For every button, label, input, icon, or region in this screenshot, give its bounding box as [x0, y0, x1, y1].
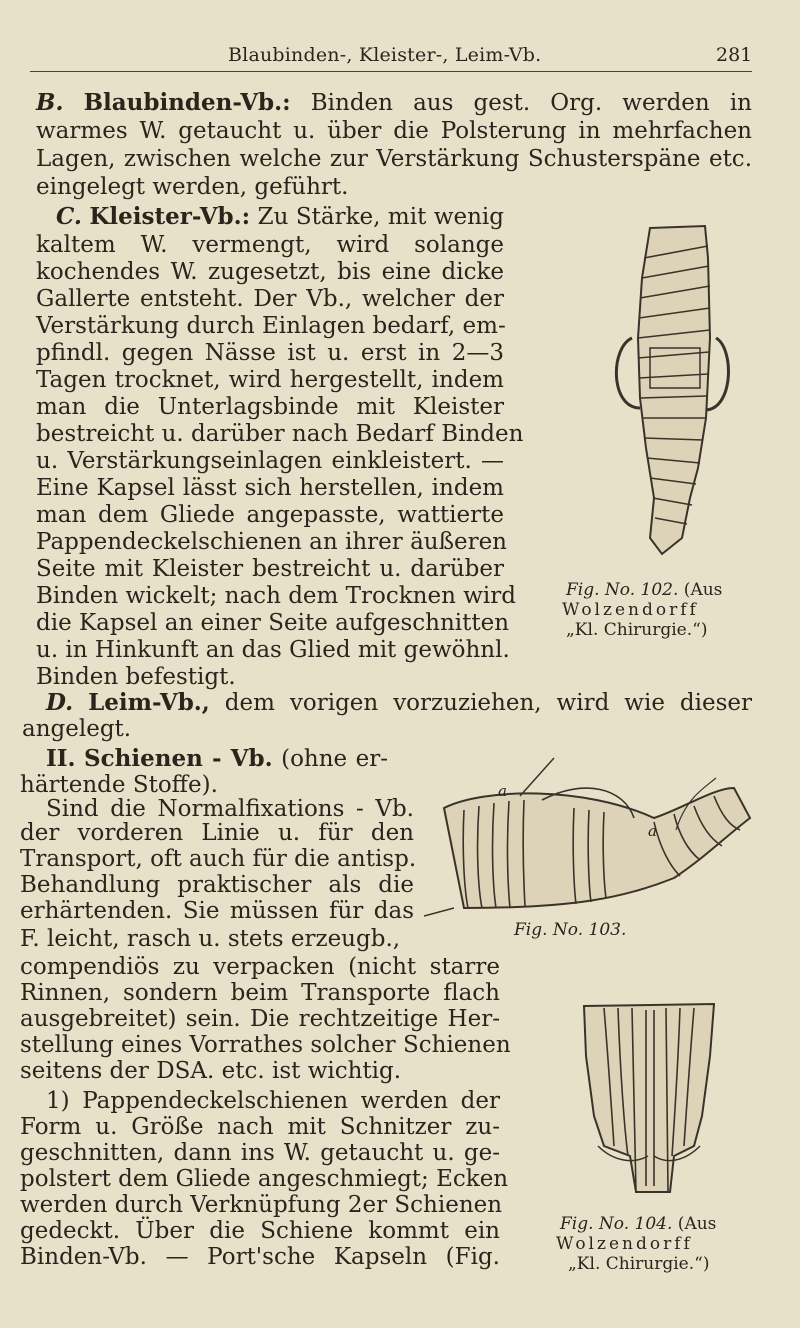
header-rule	[30, 71, 752, 72]
section-ii-line-1: II. Schienen - Vb. (ohne er-	[46, 745, 389, 772]
section-c-line-7: Tagen trocknet, wird hergestellt, indem	[36, 367, 504, 393]
section-ii-line-4: der vorderen Linie u. für den	[20, 820, 414, 846]
section-ii-line-11: ausgebreitet) sein. Die rechtzeitige Her-	[20, 1006, 500, 1032]
section-c-line-11: Eine Kapsel lässt sich herstellen, indem	[36, 475, 504, 501]
section-b-line-1: B. Blaubinden-Vb.: Binden aus gest. Org. werden in	[36, 89, 752, 116]
section-c-line-12: man dem Gliede angepasste, wattierte	[36, 502, 504, 528]
item-1-line-2: Form u. Größe nach mit Schnitzer zu-	[20, 1114, 500, 1140]
section-b-line-4: eingelegt werden, geführt.	[36, 174, 349, 200]
section-b-heading: Blaubinden-Vb.:	[83, 89, 291, 116]
fig-102-label: Fig. No. 102.	[566, 580, 679, 600]
item-1-line-6: gedeckt. Über die Schiene kommt ein	[20, 1218, 500, 1244]
section-c-line-9: bestreicht u. darüber nach Bedarf Binden	[36, 421, 524, 447]
fig-104-leg-splint-illustration	[574, 996, 724, 1196]
item-1-line-5: werden durch Verknüpfung 2er Schienen	[20, 1192, 503, 1218]
section-d-line-1: D. Leim-Vb., dem vorigen vorzuziehen, wird wie dieser	[46, 689, 752, 716]
section-ii-heading: Schienen - Vb.	[84, 745, 273, 772]
section-ii-line-5: Transport, oft auch für die antisp.	[20, 846, 417, 872]
fig-102-caption-line-2: Wolzendorff	[562, 600, 699, 620]
section-ii-line-10: Rinnen, sondern beim Transporte flach	[20, 980, 500, 1006]
fig-103-caption	[514, 920, 626, 940]
page-number: 281	[716, 44, 753, 66]
fig-104-caption-line-2: Wolzendorff	[556, 1234, 693, 1254]
fig-103-marker-a-2: a	[648, 822, 657, 840]
section-ii-line-9: compendiös zu verpacken (nicht starre	[20, 954, 500, 980]
running-header	[0, 44, 800, 74]
fig-102-bandaged-leg-illustration	[610, 218, 730, 568]
section-c-line-2: kaltem W. vermengt, wird solange	[36, 232, 504, 258]
fig-104-caption-line-3: „Kl. Chirurgie.“)	[568, 1254, 710, 1274]
section-c-line-17: u. in Hinkunft an das Glied mit gewöhnl.	[36, 637, 510, 663]
section-d-heading: Leim-Vb.,	[88, 689, 210, 716]
section-ii-line-2: härtende Stoffe).	[20, 772, 218, 798]
section-ii-line-3: Sind die Normalfixations - Vb.	[46, 796, 414, 822]
section-ii-line-6: Behandlung praktischer als die	[20, 872, 414, 898]
fig-104-label: Fig. No. 104.	[560, 1214, 673, 1234]
item-1-line-4: polstert dem Gliede angeschmiegt; Ecken	[20, 1166, 509, 1192]
section-c-line-18: Binden befestigt.	[36, 664, 236, 690]
fig-103-label: Fig. No. 103.	[514, 920, 627, 940]
fig-102-caption-line-3: „Kl. Chirurgie.“)	[566, 620, 708, 640]
section-b-label: B.	[36, 89, 64, 116]
section-c-line-14: Seite mit Kleister bestreicht u. darüber	[36, 556, 504, 582]
item-1-line-1: 1) Pappendeckelschienen werden der	[46, 1088, 500, 1114]
section-c-line-13: Pappendeckelschienen an ihrer äußeren	[36, 529, 507, 555]
section-ii-line-7: erhärtenden. Sie müssen für das	[20, 898, 414, 924]
section-c-line-16: die Kapsel an einer Seite aufgeschnitten	[36, 610, 510, 636]
fig-103-marker-a: a	[498, 782, 507, 800]
section-c-line-3: kochendes W. zugesetzt, bis eine dicke	[36, 259, 504, 285]
section-ii-label: II.	[46, 745, 76, 772]
section-ii-line-8: F. leicht, rasch u. stets erzeugb.,	[20, 926, 401, 952]
section-c-line-1: C. Kleister-Vb.: Zu Stärke, mit wenig	[56, 203, 505, 230]
section-c-heading: Kleister-Vb.:	[89, 203, 251, 230]
section-b-line-2: warmes W. getaucht u. über die Polsterung in mehrfachen	[36, 118, 752, 144]
fig-103-splint-arm-illustration	[424, 748, 760, 918]
running-title: Blaubinden-, Kleister-, Leim-Vb.	[228, 44, 542, 66]
section-d-line-2: angelegt.	[22, 716, 132, 742]
section-ii-line-13: seitens der DSA. etc. ist wichtig.	[20, 1058, 402, 1084]
section-c-label: C.	[56, 203, 82, 230]
section-c-line-5: Verstärkung durch Einlagen bedarf, em-	[36, 313, 506, 339]
section-c-line-6: pfindl. gegen Nässe ist u. erst in 2—3	[36, 340, 504, 366]
section-c-line-10: u. Verstärkungseinlagen einkleistert. —	[36, 448, 504, 474]
section-c-line-4: Gallerte entsteht. Der Vb., welcher der	[36, 286, 504, 312]
section-ii-line-12: stellung eines Vorrathes solcher Schienen	[20, 1032, 511, 1058]
section-c-line-8: man die Unterlagsbinde mit Kleister	[36, 394, 504, 420]
fig-102-caption-line-1: Fig. No. 102. (Aus	[566, 580, 723, 600]
section-b-line-3: Lagen, zwischen welche zur Verstärkung Schusterspäne etc.	[36, 146, 752, 172]
item-1-line-3: geschnitten, dann ins W. getaucht u. ge-	[20, 1140, 500, 1166]
section-d-label: D.	[46, 689, 74, 716]
fig-104-caption-line-1: Fig. No. 104. (Aus	[560, 1214, 717, 1234]
item-1-line-7: Binden-Vb. — Port'sche Kapseln (Fig.	[20, 1244, 500, 1270]
section-c-line-15: Binden wickelt; nach dem Trocknen wird	[36, 583, 516, 609]
